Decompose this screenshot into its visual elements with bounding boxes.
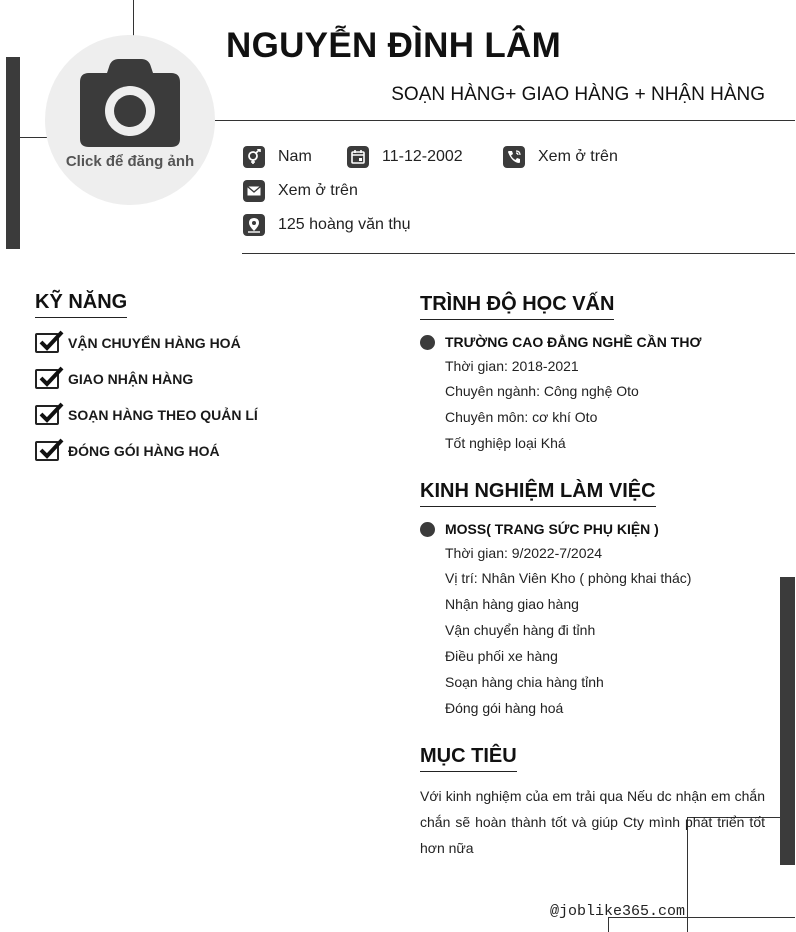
mail-icon: [243, 180, 265, 202]
experience-line: Đóng gói hàng hoá: [445, 700, 564, 716]
education-line: Chuyên môn: cơ khí Oto: [445, 409, 598, 425]
experience-line: Soạn hàng chia hàng tỉnh: [445, 674, 604, 690]
profile-photo-upload[interactable]: [45, 35, 215, 205]
candidate-role: SOẠN HÀNG+ GIAO HÀNG + NHẬN HÀNG: [391, 84, 765, 105]
experience-line: Vận chuyển hàng đi tỉnh: [445, 622, 596, 638]
top-vertical-line: [133, 0, 134, 38]
email-value: Xem ở trên: [278, 182, 358, 199]
address-value: 125 hoàng văn thụ: [278, 216, 411, 233]
bullet-dot: [420, 522, 435, 537]
contact-gender: [243, 146, 312, 168]
camera-icon: [79, 59, 181, 149]
phone-value: Xem ở trên: [538, 148, 618, 165]
birthday-value: 11-12-2002: [382, 148, 463, 165]
contact-email: [243, 180, 358, 202]
contact-address: [243, 214, 411, 236]
experience-line: Thời gian: 9/2022-7/2024: [445, 545, 603, 561]
education-line: Thời gian: 2018-2021: [445, 358, 579, 374]
education-line: Chuyên ngành: Công nghệ Oto: [445, 383, 639, 399]
calendar-icon: [347, 146, 369, 168]
skill-label: GIAO NHẬN HÀNG: [68, 371, 194, 387]
candidate-name: NGUYỄN ĐÌNH LÂM: [226, 26, 562, 65]
bullet-dot: [420, 335, 435, 350]
skill-label: SOẠN HÀNG THEO QUẢN LÍ: [68, 407, 258, 423]
school-name: TRƯỜNG CAO ĐẲNG NGHỀ CẦN THƠ: [445, 334, 702, 350]
checkbox-icon: [35, 333, 59, 353]
skill-item: [35, 333, 241, 353]
skill-item: [35, 405, 258, 425]
objective-heading: MỤC TIÊU: [420, 745, 517, 772]
checkbox-icon: [35, 441, 59, 461]
photo-side-line: [20, 137, 47, 138]
location-pin-icon: [243, 214, 265, 236]
contact-birthday: [347, 146, 463, 168]
phone-icon: [503, 146, 525, 168]
skill-item: [35, 441, 220, 461]
checkbox-icon: [35, 405, 59, 425]
experience-line: Điều phối xe hàng: [445, 648, 558, 664]
photo-upload-label: Click để đăng ảnh: [65, 153, 195, 170]
skill-label: ĐÓNG GÓI HÀNG HOÁ: [68, 443, 220, 459]
header-divider: [215, 120, 795, 121]
site-watermark: @joblike365.com: [550, 903, 686, 920]
experience-line: Vị trí: Nhân Viên Kho ( phòng khai thác): [445, 570, 692, 586]
objective-text: Với kinh nghiệm của em trải qua Nếu dc nhận em chắn chắn sẽ hoàn thành tốt và giúp Cty mình phát triển tốt hơn nữa: [420, 788, 765, 856]
skill-label: VẬN CHUYỂN HÀNG HOÁ: [68, 335, 241, 351]
skill-item: [35, 369, 193, 389]
right-accent-bar: [780, 577, 795, 865]
contact-divider: [242, 253, 795, 254]
skills-heading: KỸ NĂNG: [35, 291, 127, 318]
gender-icon: [243, 146, 265, 168]
education-line: Tốt nghiệp loại Khá: [445, 435, 566, 451]
gender-value: Nam: [278, 148, 312, 165]
checkbox-icon: [35, 369, 59, 389]
left-accent-bar: [6, 57, 20, 249]
contact-phone: [503, 146, 618, 168]
education-heading: TRÌNH ĐỘ HỌC VẤN: [420, 293, 614, 320]
company-name: MOSS( TRANG SỨC PHỤ KIỆN ): [445, 521, 659, 537]
experience-line: Nhận hàng giao hàng: [445, 596, 579, 612]
experience-heading: KINH NGHIỆM LÀM VIỆC: [420, 480, 656, 507]
